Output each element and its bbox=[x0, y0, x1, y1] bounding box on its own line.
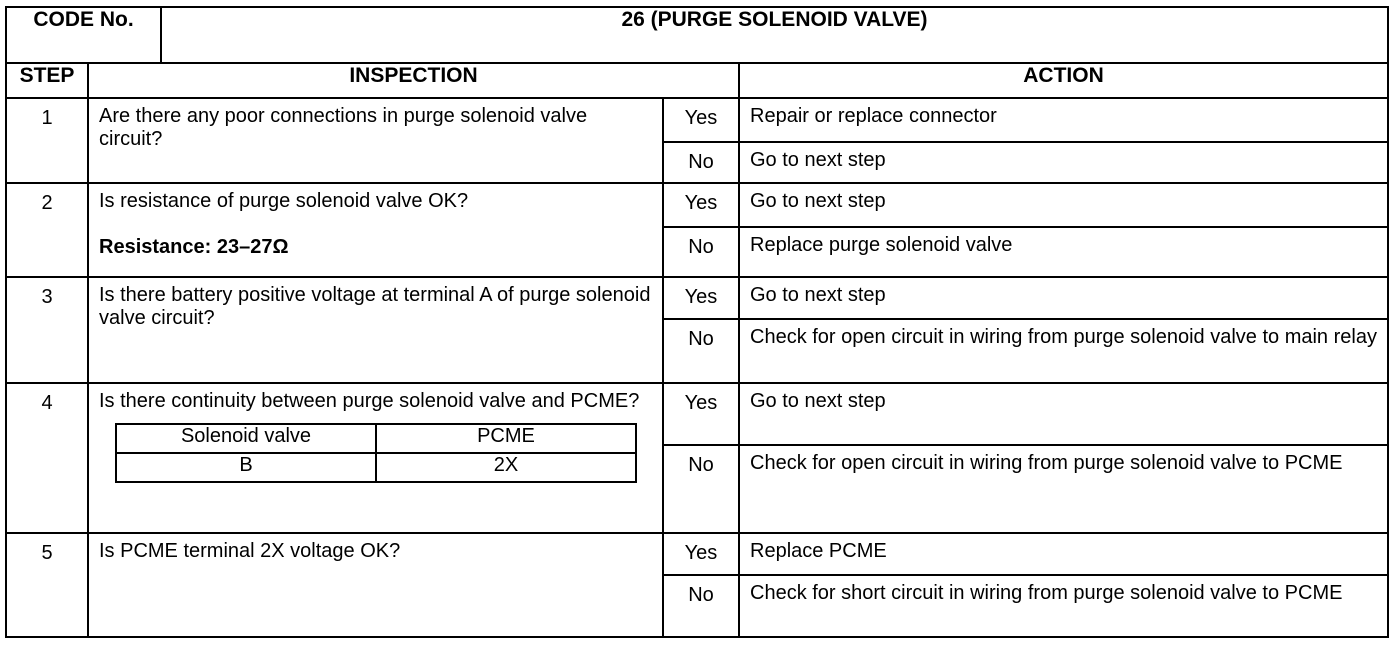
yes-action: Replace PCME bbox=[739, 533, 1388, 575]
yes-label: Yes bbox=[663, 183, 739, 227]
no-label: No bbox=[663, 445, 739, 533]
diagnostic-table-container bbox=[5, 6, 1387, 638]
no-action: Replace purge solenoid valve bbox=[739, 227, 1388, 277]
no-label: No bbox=[663, 575, 739, 637]
yes-label: Yes bbox=[663, 98, 739, 142]
subtable-header-solenoid: Solenoid valve bbox=[116, 424, 376, 453]
step-number: 2 bbox=[6, 183, 88, 277]
table-row bbox=[6, 183, 1388, 227]
table-row bbox=[6, 277, 1388, 319]
yes-label: Yes bbox=[663, 277, 739, 319]
inspection-text: Are there any poor connections in purge solenoid valve circuit? bbox=[88, 98, 663, 183]
step-number: 1 bbox=[6, 98, 88, 183]
step-number: 5 bbox=[6, 533, 88, 637]
resistance-spec: Resistance: 23–27Ω bbox=[99, 236, 289, 258]
step-number: 4 bbox=[6, 383, 88, 533]
no-action: Check for open circuit in wiring from purge solenoid valve to main relay bbox=[739, 319, 1388, 383]
no-action: Check for short circuit in wiring from purge solenoid valve to PCME bbox=[739, 575, 1388, 637]
action-column-header: ACTION bbox=[739, 63, 1388, 98]
no-label: No bbox=[663, 227, 739, 277]
subtable-header-pcme: PCME bbox=[376, 424, 636, 453]
no-label: No bbox=[663, 142, 739, 183]
inspection-column-header: INSPECTION bbox=[88, 63, 739, 98]
inspection-text: Is PCME terminal 2X voltage OK? bbox=[88, 533, 663, 637]
subtable-row bbox=[116, 453, 636, 482]
diagnostic-table bbox=[5, 6, 1389, 638]
table-row bbox=[6, 383, 1388, 445]
inspection-cell bbox=[88, 183, 663, 277]
no-action: Check for open circuit in wiring from purge solenoid valve to PCME bbox=[739, 445, 1388, 533]
yes-label: Yes bbox=[663, 533, 739, 575]
subtable-cell-solenoid: B bbox=[116, 453, 376, 482]
column-header-row bbox=[6, 63, 1388, 98]
code-header-row bbox=[6, 7, 1388, 63]
yes-action: Go to next step bbox=[739, 383, 1388, 445]
no-action: Go to next step bbox=[739, 142, 1388, 183]
yes-action: Go to next step bbox=[739, 183, 1388, 227]
pin-subtable bbox=[115, 423, 637, 483]
table-row bbox=[6, 98, 1388, 142]
spacer bbox=[99, 213, 654, 236]
inspection-text: Is there continuity between purge solenoid valve and PCME? bbox=[99, 390, 640, 412]
inspection-text: Is there battery positive voltage at terminal A of purge solenoid valve circuit? bbox=[88, 277, 663, 383]
yes-action: Repair or replace connector bbox=[739, 98, 1388, 142]
subtable-cell-pcme: 2X bbox=[376, 453, 636, 482]
table-row bbox=[6, 533, 1388, 575]
no-label: No bbox=[663, 319, 739, 383]
step-number: 3 bbox=[6, 277, 88, 383]
subtable-header-row bbox=[116, 424, 636, 453]
inspection-cell bbox=[88, 383, 663, 533]
step-column-header: STEP bbox=[6, 63, 88, 98]
code-title: 26 (PURGE SOLENOID VALVE) bbox=[161, 7, 1388, 63]
code-label: CODE No. bbox=[6, 7, 161, 63]
yes-label: Yes bbox=[663, 383, 739, 445]
inspection-text: Is resistance of purge solenoid valve OK? bbox=[99, 190, 469, 212]
yes-action: Go to next step bbox=[739, 277, 1388, 319]
